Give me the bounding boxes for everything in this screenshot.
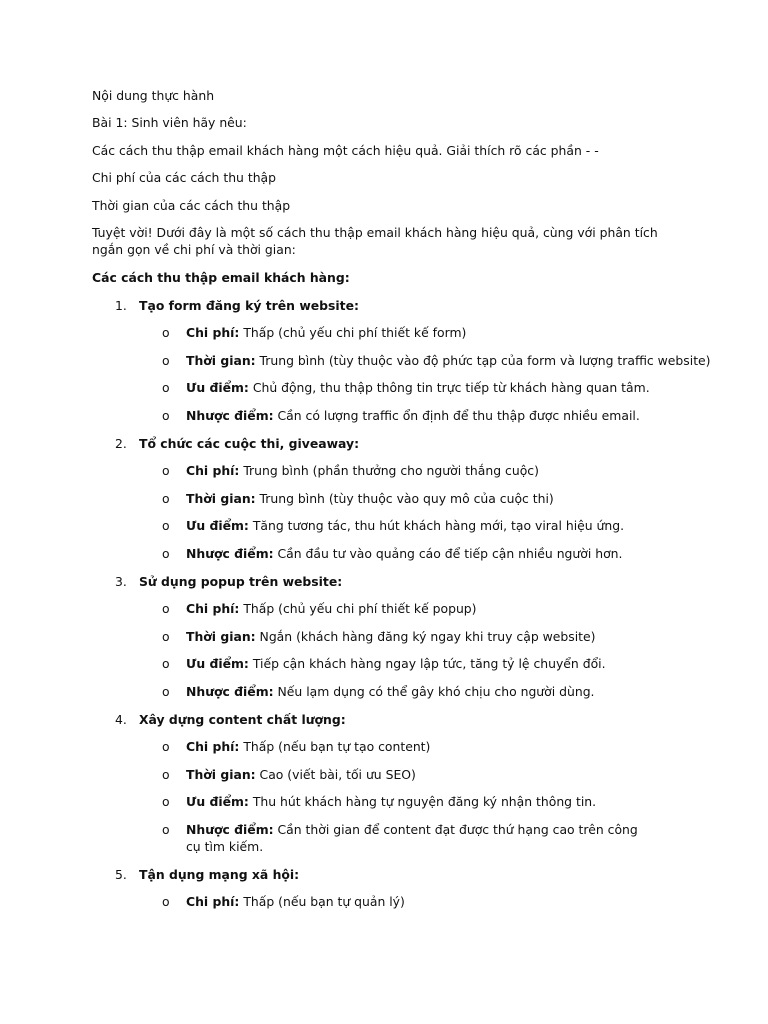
- list-item: [186, 793, 596, 810]
- list-item: [186, 766, 416, 783]
- bullet-glyph: o: [162, 408, 170, 423]
- list-item: [186, 407, 640, 424]
- bullet-glyph: o: [162, 684, 170, 699]
- item-text: Trung bình (tùy thuộc vào quy mô của cuộc thi): [255, 491, 554, 506]
- bullet-glyph: o: [162, 739, 170, 754]
- list-number: 3.: [115, 574, 127, 589]
- list-item: [186, 821, 656, 855]
- item-text: Thấp (nếu bạn tự quản lý): [239, 894, 405, 909]
- item-label: Ưu điểm:: [186, 380, 249, 395]
- list-item: [186, 655, 606, 672]
- intro-paragraph: Tuyệt vời! Dưới đây là một số cách thu thập email khách hàng hiệu quả, cùng với phân tích ngắn gọn về chi phí và thời gian:: [92, 225, 658, 257]
- list-number: 5.: [115, 867, 127, 882]
- list-item: [186, 893, 405, 910]
- item-text: Trung bình (phần thưởng cho người thắng cuộc): [239, 463, 539, 478]
- item-text: Nếu lạm dụng có thể gây khó chịu cho người dùng.: [273, 684, 595, 699]
- item-label: Ưu điểm:: [186, 794, 249, 809]
- bullet-glyph: o: [162, 546, 170, 561]
- list-item: [186, 517, 624, 534]
- item-label: Nhược điểm:: [186, 684, 274, 699]
- item-text: Tiếp cận khách hàng ngay lập tức, tăng tỷ lệ chuyển đổi.: [248, 656, 606, 671]
- item-text: Ngắn (khách hàng đăng ký ngay khi truy cập website): [255, 629, 596, 644]
- item-text: Thấp (chủ yếu chi phí thiết kế popup): [239, 601, 477, 616]
- item-text: Cần thời gian để content đạt được thứ hạng cao trên công cụ tìm kiếm.: [186, 822, 638, 854]
- task-line: Bài 1: Sinh viên hãy nêu:: [92, 115, 247, 130]
- method-title: Sử dụng popup trên website:: [139, 574, 343, 589]
- question-3: Thời gian của các cách thu thập: [92, 198, 291, 213]
- list-item: [186, 352, 711, 369]
- item-label: Thời gian:: [186, 491, 256, 506]
- heading: Nội dung thực hành: [92, 88, 215, 103]
- item-text: Tăng tương tác, thu hút khách hàng mới, tạo viral hiệu ứng.: [248, 518, 625, 533]
- item-label: Chi phí:: [186, 601, 240, 616]
- list-item: [186, 683, 595, 700]
- item-text: Trung bình (tùy thuộc vào độ phức tạp của form và lượng traffic website): [255, 353, 711, 368]
- bullet-glyph: o: [162, 518, 170, 533]
- item-label: Thời gian:: [186, 629, 256, 644]
- bullet-glyph: o: [162, 656, 170, 671]
- bullet-glyph: o: [162, 629, 170, 644]
- list-item: [186, 545, 622, 562]
- list-number: 4.: [115, 712, 127, 727]
- item-text: Chủ động, thu thập thông tin trực tiếp từ khách hàng quan tâm.: [248, 380, 650, 395]
- bullet-glyph: o: [162, 894, 170, 909]
- item-label: Nhược điểm:: [186, 546, 274, 561]
- bullet-glyph: o: [162, 794, 170, 809]
- item-label: Thời gian:: [186, 767, 256, 782]
- item-label: Ưu điểm:: [186, 656, 249, 671]
- method-title: Tạo form đăng ký trên website:: [139, 298, 359, 313]
- bullet-glyph: o: [162, 325, 170, 340]
- item-label: Ưu điểm:: [186, 518, 249, 533]
- question-1: Các cách thu thập email khách hàng một cách hiệu quả. Giải thích rõ các phần - -: [92, 143, 599, 158]
- bullet-glyph: o: [162, 353, 170, 368]
- bullet-glyph: o: [162, 380, 170, 395]
- list-item: [186, 490, 554, 507]
- method-title: Tận dụng mạng xã hội:: [139, 867, 300, 882]
- item-text: Thu hút khách hàng tự nguyện đăng ký nhận thông tin.: [248, 794, 597, 809]
- item-label: Chi phí:: [186, 739, 240, 754]
- item-text: Cần đầu tư vào quảng cáo để tiếp cận nhiều người hơn.: [273, 546, 623, 561]
- list-item: [186, 324, 466, 341]
- method-title: Tổ chức các cuộc thi, giveaway:: [139, 436, 360, 451]
- list-item: [186, 738, 430, 755]
- method-title: Xây dựng content chất lượng:: [139, 712, 346, 727]
- item-text: Thấp (chủ yếu chi phí thiết kế form): [239, 325, 467, 340]
- item-text: Thấp (nếu bạn tự tạo content): [239, 739, 431, 754]
- list-item: [186, 600, 477, 617]
- item-label: Nhược điểm:: [186, 822, 274, 837]
- item-label: Nhược điểm:: [186, 408, 274, 423]
- item-label: Chi phí:: [186, 463, 240, 478]
- section-title: Các cách thu thập email khách hàng:: [92, 270, 350, 285]
- bullet-glyph: o: [162, 822, 170, 837]
- question-2: Chi phí của các cách thu thập: [92, 170, 277, 185]
- item-label: Chi phí:: [186, 325, 240, 340]
- item-label: Thời gian:: [186, 353, 256, 368]
- list-item: [186, 379, 650, 396]
- item-label: Chi phí:: [186, 894, 240, 909]
- list-item: [186, 628, 595, 645]
- list-number: 1.: [115, 298, 127, 313]
- list-item: [186, 462, 539, 479]
- bullet-glyph: o: [162, 601, 170, 616]
- bullet-glyph: o: [162, 491, 170, 506]
- bullet-glyph: o: [162, 463, 170, 478]
- item-text: Cao (viết bài, tối ưu SEO): [255, 767, 416, 782]
- bullet-glyph: o: [162, 767, 170, 782]
- list-number: 2.: [115, 436, 127, 451]
- item-text: Cần có lượng traffic ổn định để thu thập được nhiều email.: [273, 408, 640, 423]
